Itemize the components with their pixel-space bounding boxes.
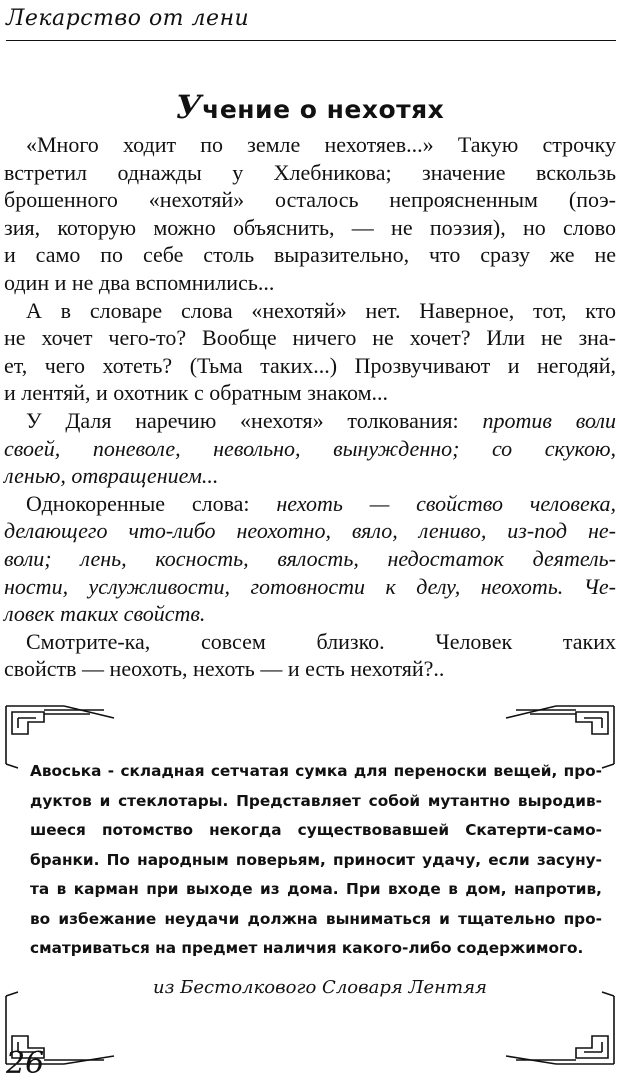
italic-segment: против воли: [482, 407, 616, 433]
definition-line: дуктов и стеклотары. Представляет собой мутантно выродив-: [30, 791, 602, 810]
italic-segment: ности, услужливости, готовности к делу, неохоть. Че-: [4, 573, 616, 599]
italic-segment: ленью, отвращением...: [4, 463, 219, 489]
paragraph: [4, 131, 616, 297]
italic-segment: нехоть — свойство человека,: [276, 490, 616, 516]
definition-line: Авоська - складная сетчатая сумка для переноски вещей, про-: [30, 762, 602, 780]
italic-segment: воли; лень, косность, вялость, недостаток деятель-: [4, 545, 616, 571]
text-line: Смотрите-ка, совсем близко. Человек таких: [26, 628, 616, 654]
text-line: и лентяй, и охотник с обратным знаком...: [4, 380, 389, 406]
header-rule: [6, 40, 616, 41]
text-segment: Однокоренные слова:: [26, 490, 250, 516]
text-line: [4, 600, 616, 628]
title-rest: чение о нехотях: [202, 95, 445, 124]
definition-source: из Бестолкового Словаря Лентяя: [153, 977, 487, 998]
text-line: встретил однажды у Хлебникова; значение вскользь: [4, 159, 616, 185]
text-line: [4, 462, 616, 490]
paragraph: [4, 628, 616, 683]
text-line: один и не два вспомнились...: [4, 269, 275, 295]
text-line: [4, 517, 616, 545]
corner-ornament-bottom-right-icon: [496, 986, 616, 1066]
text-line: ет, чего хотеть? (Тьма таких...) Прозвучивают и негодяй,: [4, 352, 616, 378]
text-segment: У Даля наречию «нехотя» толкования:: [26, 407, 459, 433]
body-text: [4, 131, 616, 683]
text-line: [26, 490, 616, 518]
running-head: Лекарство от лени: [6, 6, 250, 31]
italic-segment: ловек таких свойств.: [4, 601, 206, 627]
definition-line: бранки. По народным поверьям, приносит удачу, если засуну-: [30, 850, 602, 869]
definition-line: во избежание неудачи должна выниматься и тщательно про-: [30, 909, 602, 928]
definition-line: та в карман при выходе из дома. При входе в дом, напротив,: [30, 880, 602, 898]
text-line: [4, 435, 616, 463]
paragraph: [4, 407, 616, 490]
text-line: не хочет чего-то? Вообще ничего не хочет? Или не зна-: [4, 325, 616, 351]
paragraph: [4, 297, 616, 407]
italic-segment: своей, поневоле, невольно, вынужденно; со скукою,: [4, 435, 616, 461]
title-initial: У: [175, 88, 203, 126]
text-line: свойств — неохоть, нехоть — и есть нехотяй?..: [4, 656, 445, 682]
text-line: брошенного «нехотяй» осталось непроясненным (поэ-: [4, 187, 616, 213]
sidebar-definition: [30, 757, 602, 964]
definition-line: сматриваться на предмет наличия какого-либо содержимого.: [30, 939, 584, 957]
text-line: «Много ходит по земле нехотяев...» Такую строчку: [26, 132, 616, 157]
italic-segment: делающего что-либо неохотно, вяло, лениво, из-под не-: [4, 518, 616, 544]
text-line: [4, 545, 616, 573]
section-title: [0, 88, 620, 126]
paragraph: [4, 490, 616, 628]
text-line: [26, 407, 616, 435]
text-line: [4, 573, 616, 601]
definition-line: шееся потомство некогда существовавшей Скатерти-само-: [30, 821, 602, 839]
page-number: 26: [6, 1046, 45, 1081]
text-line: зия, которую можно объяснить, — не поэзия), но слово: [4, 214, 616, 240]
text-line: А в словаре слова «нехотяй» нет. Наверное, тот, кто: [26, 297, 616, 323]
text-line: и само по себе столь выразительно, что сразу же не: [4, 242, 616, 268]
